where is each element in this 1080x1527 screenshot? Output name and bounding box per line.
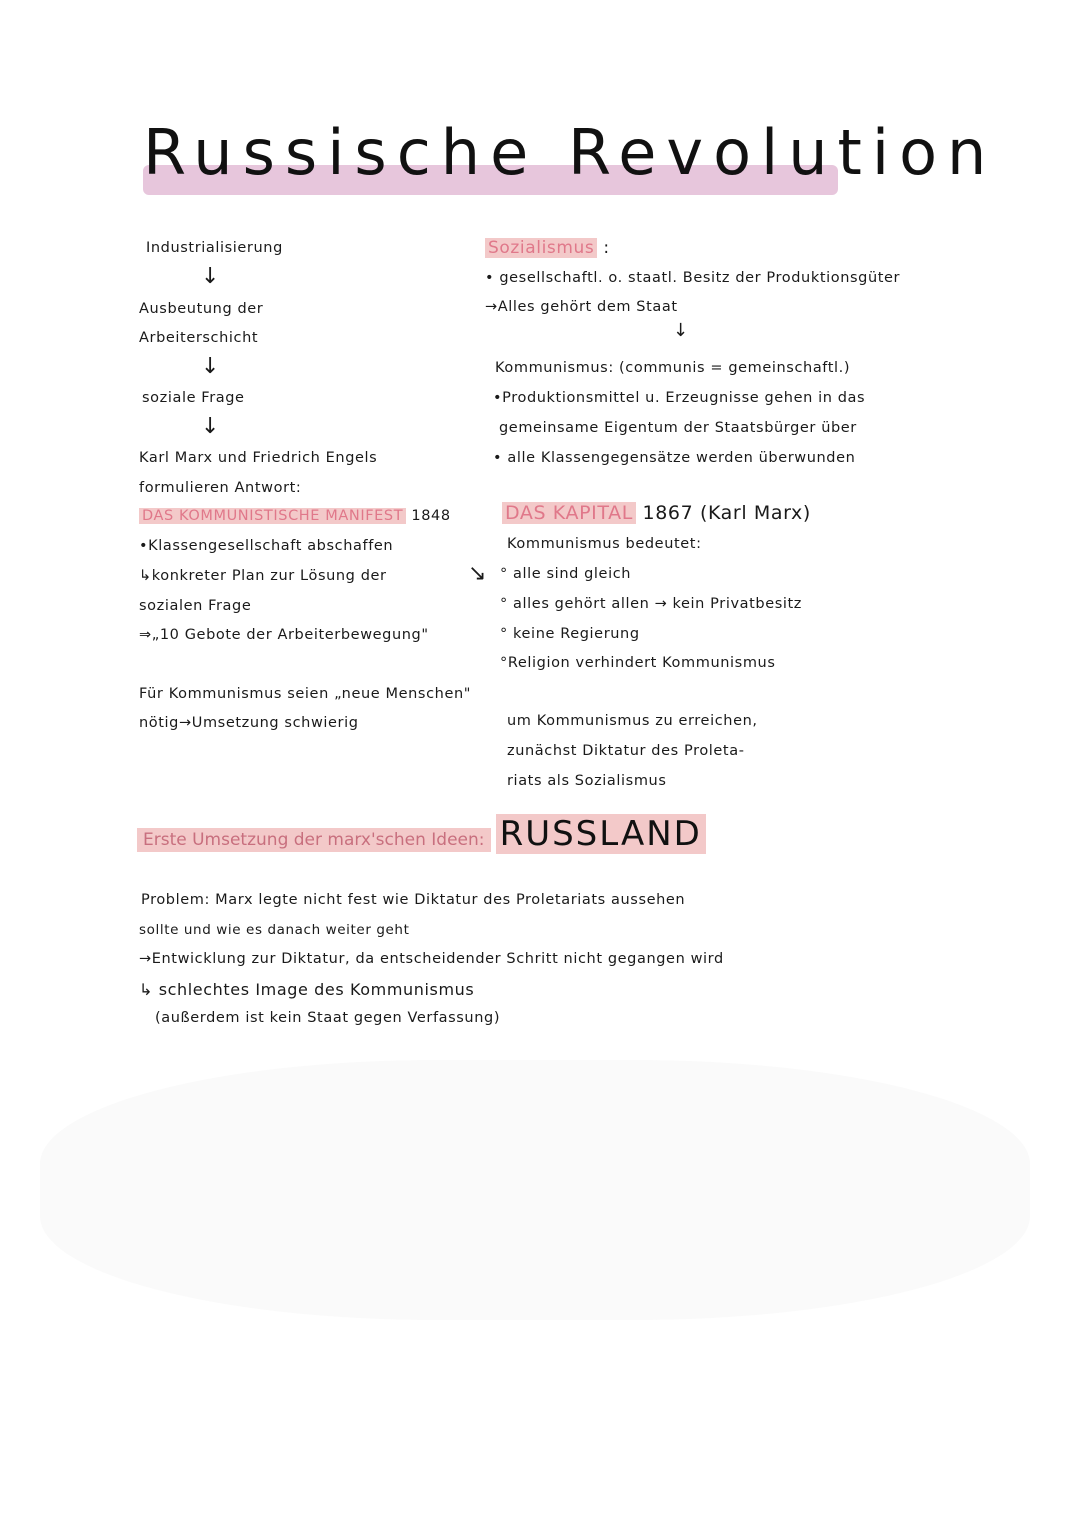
chain-ausbeutung: Ausbeutung der [139, 301, 264, 317]
sozialismus-heading [485, 238, 610, 258]
right-note-line: zunächst Diktatur des Proleta- [507, 743, 745, 759]
manifest-year: 1848 [411, 508, 451, 524]
problem-line: (außerdem ist kein Staat gegen Verfassung) [155, 1010, 501, 1026]
manifest-point: •Klassengesellschaft abschaffen [139, 538, 394, 554]
sozialismus-point: →Alles gehört dem Staat [485, 299, 678, 315]
sozialismus-point: • gesellschaftl. o. staatl. Besitz der Produktionsgüter [485, 270, 901, 286]
sozialismus-colon: : [603, 238, 610, 258]
kommunismus-point: gemeinsame Eigentum der Staatsbürger über [499, 420, 857, 436]
kapital-title: DAS KAPITAL [502, 502, 636, 524]
russland-lead: Erste Umsetzung der marx'schen Ideen: [137, 828, 491, 852]
kapital-intro: Kommunismus bedeutet: [507, 536, 702, 552]
down-arrow-icon: ↓ [201, 414, 220, 439]
problem-line: →Entwicklung zur Diktatur, da entscheidender Schritt nicht gegangen wird [139, 951, 724, 967]
kapital-point: ° alle sind gleich [500, 566, 632, 582]
left-note-line: nötig→Umsetzung schwierig [139, 715, 359, 731]
kommunismus-line: Kommunismus: (communis = gemeinschaftl.) [495, 360, 851, 376]
problem-line: Problem: Marx legte nicht fest wie Diktatur des Proletariats aussehen [141, 892, 686, 908]
chain-industrialisierung: Industrialisierung [146, 240, 283, 256]
manifest-point: ⇒„10 Gebote der Arbeiterbewegung" [139, 627, 429, 643]
left-note-line: Für Kommunismus seien „neue Menschen" [139, 686, 472, 702]
right-note-line: um Kommunismus zu erreichen, [507, 713, 758, 729]
chain-antwort: formulieren Antwort: [139, 480, 302, 496]
kapital-heading [502, 502, 811, 524]
problem-line: sollte und wie es danach weiter geht [139, 922, 410, 938]
page-title: Russische Revolution [143, 116, 997, 189]
down-arrow-icon: ↓ [673, 320, 689, 341]
chain-arbeiterschicht: Arbeiterschicht [139, 330, 259, 346]
problem-line: ↳ schlechtes Image des Kommunismus [139, 980, 475, 999]
russland-country: RUSSLAND [496, 814, 706, 854]
sozialismus-title: Sozialismus [485, 238, 597, 258]
kapital-point: ° alles gehört allen → kein Privatbesitz [500, 596, 803, 612]
kommunismus-point: •Produktionsmittel u. Erzeugnisse gehen in das [493, 390, 866, 406]
down-arrow-icon: ↓ [201, 354, 220, 379]
kapital-point: °Religion verhindert Kommunismus [500, 655, 776, 671]
chain-marx-engels: Karl Marx und Friedrich Engels [139, 450, 378, 466]
down-arrow-icon: ↓ [201, 264, 220, 289]
eraser-smudge [40, 1060, 1030, 1320]
kommunismus-point: • alle Klassengegensätze werden überwunden [493, 450, 856, 466]
manifest-point: ↳konkreter Plan zur Lösung der [139, 568, 387, 584]
manifest-heading [139, 508, 451, 524]
chain-soziale-frage: soziale Frage [142, 390, 245, 406]
kapital-rest: 1867 (Karl Marx) [642, 502, 811, 524]
russland-heading [137, 814, 706, 854]
right-note-line: riats als Sozialismus [507, 773, 667, 789]
kapital-point: ° keine Regierung [500, 626, 640, 642]
manifest-title: DAS KOMMUNISTISCHE MANIFEST [139, 508, 406, 524]
manifest-point: sozialen Frage [139, 598, 252, 614]
side-arrow-icon: ↘ [468, 561, 487, 586]
